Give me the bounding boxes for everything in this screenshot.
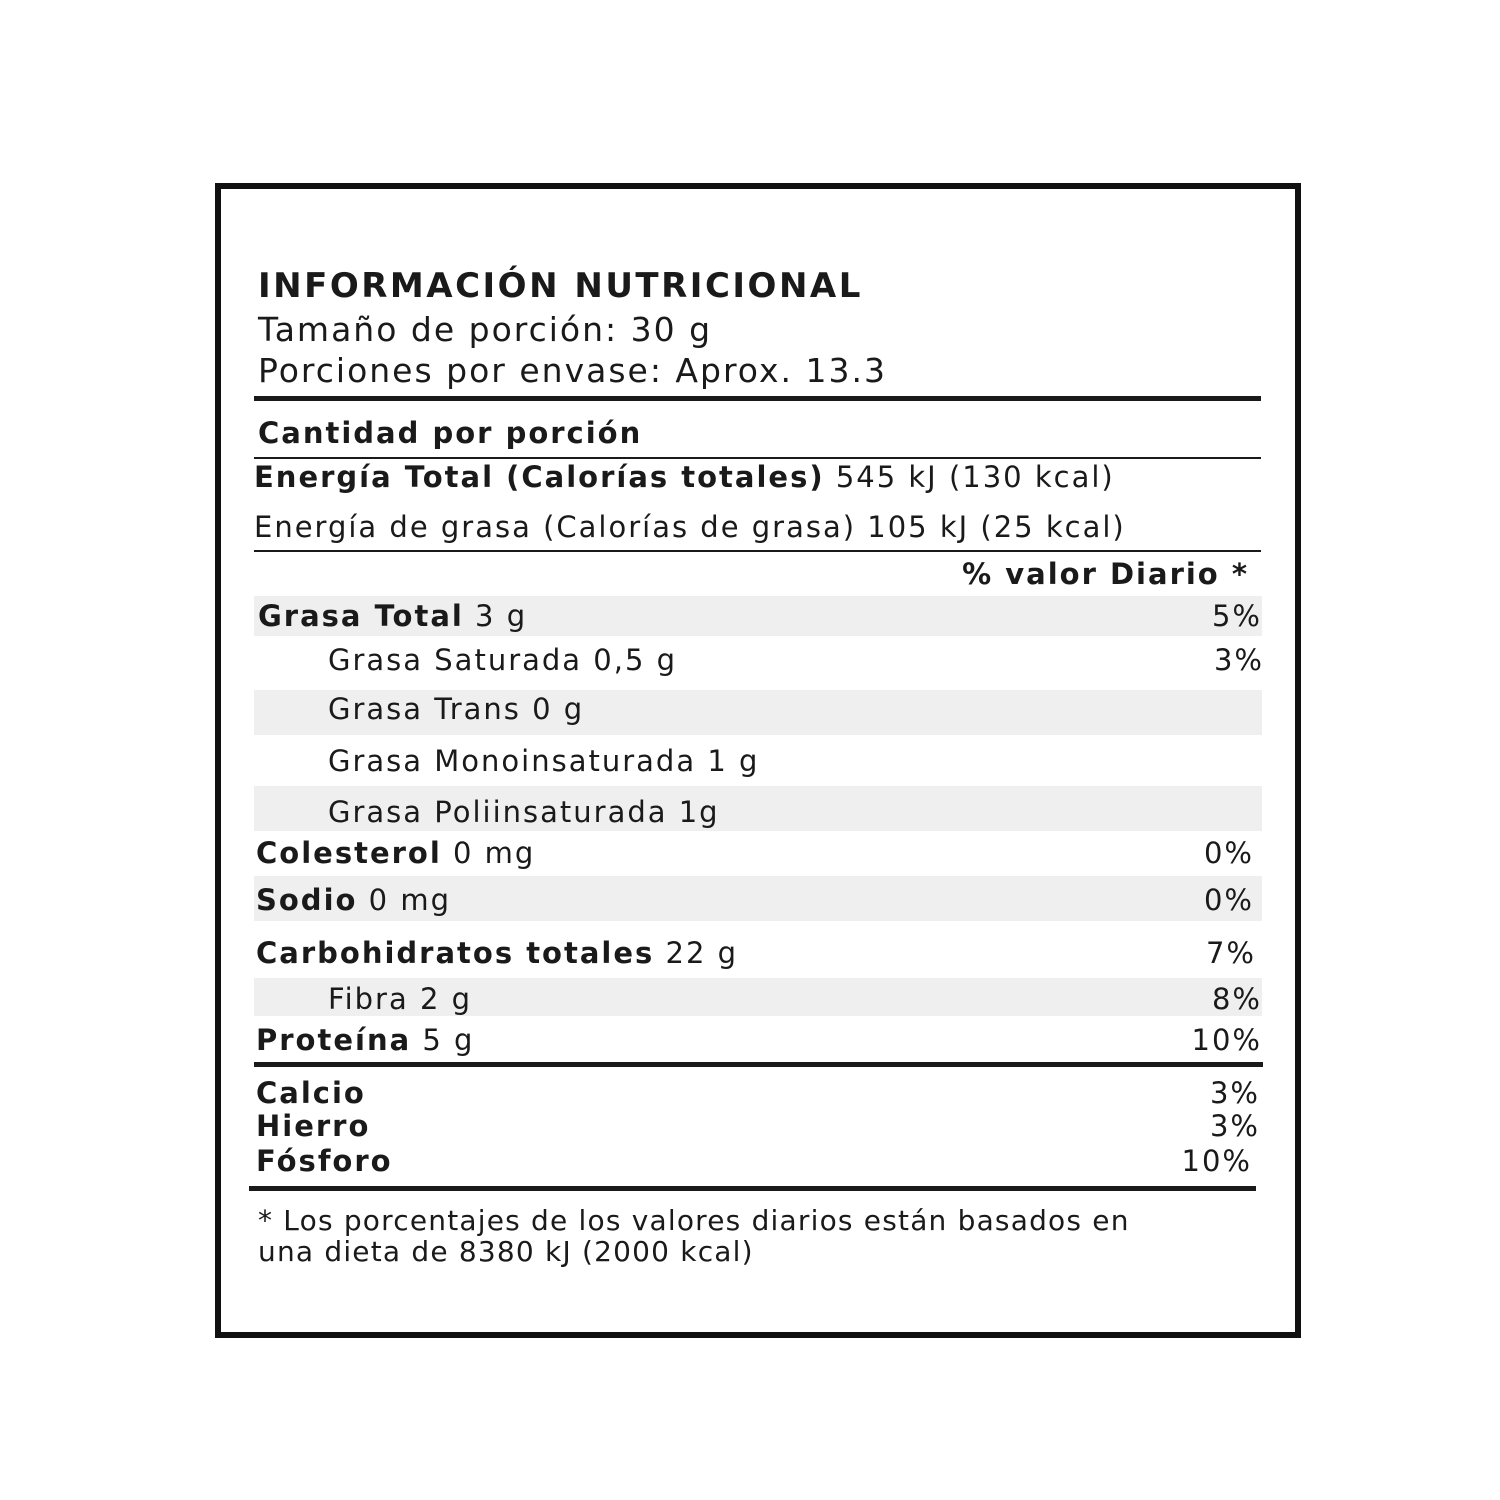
nutrient-amount: 0 mg — [368, 883, 451, 917]
nutrient-amount: 2 g — [419, 982, 473, 1016]
nutrient-row-proteina — [256, 1022, 474, 1058]
nutrient-amount: 3 g — [475, 599, 528, 633]
energy-fat-label: Energía de grasa (Calorías de grasa) — [254, 510, 857, 544]
nutrient-name: Grasa Total — [258, 599, 464, 633]
nutrient-name: Fibra — [328, 982, 409, 1016]
nutrient-row-sodio — [256, 882, 451, 918]
nutrient-row-grasa-total — [258, 598, 527, 634]
daily-value-header: % valor Diario * — [962, 557, 1249, 591]
thick-divider — [254, 396, 1261, 401]
nutrient-name: Carbohidratos totales — [256, 936, 655, 970]
nutrient-name: Colesterol — [256, 836, 442, 870]
nutrient-row-colesterol — [256, 835, 535, 871]
mineral-percent: 10% — [1181, 1144, 1252, 1178]
nutrient-name: Grasa Trans — [328, 692, 521, 726]
nutrient-amount: 1g — [678, 795, 720, 829]
nutrient-percent: 3% — [1213, 643, 1264, 677]
footnote-line-1: * Los porcentajes de los valores diarios están basados en — [258, 1204, 1130, 1237]
energy-total-value: 545 kJ (130 kcal) — [835, 460, 1115, 494]
nutrient-row-grasa-monoinsaturada — [328, 743, 759, 779]
nutrient-amount: 22 g — [665, 936, 739, 970]
nutrient-row-grasa-poliinsaturada — [328, 794, 720, 830]
nutrient-amount: 1 g — [707, 744, 760, 778]
nutrient-amount: 5 g — [422, 1023, 475, 1057]
energy-fat-value: 105 kJ (25 kcal) — [867, 510, 1126, 544]
amount-per-serving: Cantidad por porción — [258, 416, 643, 450]
mineral-name-hierro: Hierro — [256, 1109, 371, 1143]
energy-fat-row — [254, 509, 1126, 545]
nutrient-percent: 0% — [1203, 883, 1254, 917]
nutrient-percent: 5% — [1211, 599, 1262, 633]
nutrient-amount: 0,5 g — [593, 643, 678, 677]
serving-size: Tamaño de porción: 30 g — [258, 310, 713, 349]
mineral-percent: 3% — [1209, 1076, 1260, 1110]
nutrient-row-grasa-trans — [328, 691, 584, 727]
nutrient-name: Grasa Saturada — [328, 643, 583, 677]
nutrient-percent: 7% — [1205, 936, 1256, 970]
mineral-name-fosforo: Fósforo — [256, 1144, 393, 1178]
thick-divider — [254, 1062, 1263, 1067]
servings-per-container: Porciones por envase: Aprox. 13.3 — [258, 351, 887, 390]
mineral-percent: 3% — [1209, 1109, 1260, 1143]
label-title: INFORMACIÓN NUTRICIONAL — [258, 266, 863, 306]
nutrient-name: Proteína — [256, 1023, 412, 1057]
nutrient-amount: 0 g — [532, 692, 585, 726]
mineral-name-calcio: Calcio — [256, 1076, 366, 1110]
nutrient-name: Grasa Poliinsaturada — [328, 795, 668, 829]
nutrient-name: Sodio — [256, 883, 358, 917]
thick-divider — [249, 1186, 1256, 1191]
footnote-line-2: una dieta de 8380 kJ (2000 kcal) — [258, 1235, 754, 1268]
nutrient-percent: 0% — [1203, 836, 1254, 870]
nutrient-row-grasa-saturada — [328, 642, 677, 678]
energy-total-row — [254, 459, 1115, 495]
nutrient-name: Grasa Monoinsaturada — [328, 744, 697, 778]
nutrient-row-fibra — [328, 981, 472, 1017]
nutrient-row-carbohidratos — [256, 935, 738, 971]
nutrient-percent: 8% — [1211, 982, 1262, 1016]
divider — [254, 550, 1261, 552]
nutrient-amount: 0 mg — [453, 836, 536, 870]
nutrient-percent: 10% — [1191, 1023, 1262, 1057]
energy-total-label: Energía Total (Calorías totales) — [254, 460, 825, 494]
